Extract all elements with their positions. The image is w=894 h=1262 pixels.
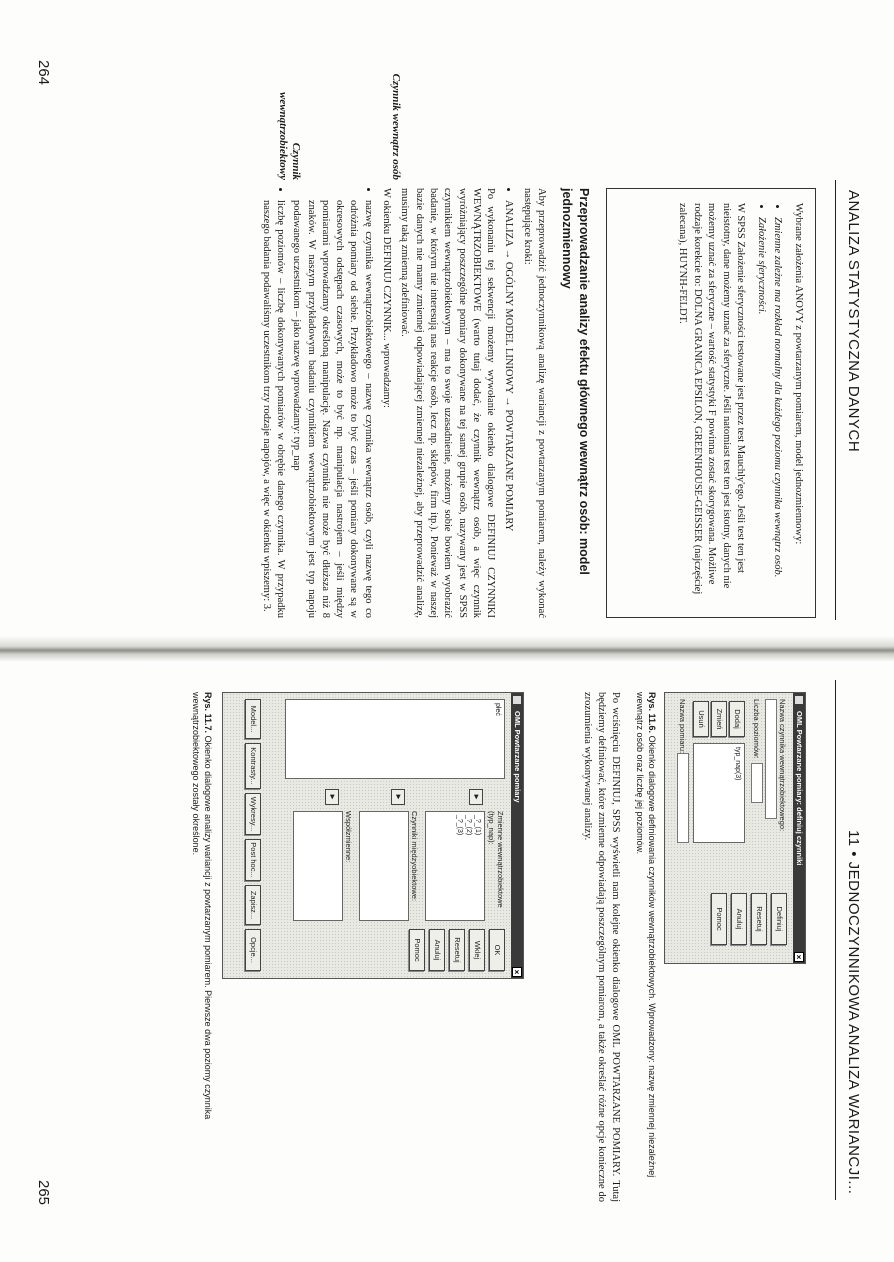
between-label: Czynniki międzyobiektowe: <box>410 811 419 902</box>
caption-number: Rys. 11.6. <box>647 692 657 734</box>
definition-list <box>258 188 374 618</box>
model-button[interactable]: Model... <box>245 699 261 739</box>
help-button[interactable]: Pomoc <box>711 893 727 945</box>
covariates-label: Współzmienne: <box>344 811 353 863</box>
move-right-arrow-icon[interactable]: ► <box>325 789 339 805</box>
app-icon <box>795 696 803 704</box>
definition-item: • nazwę czynnika wewnątrzobiektowego – nazwę czynnika wewnątrz osób, czyli nazwę tego co odróżnia pomiary od siebie. Przykładowo może to być czas – jeśli pomiary dokonywane są w okresowych odstępach czasowych, może to być np. manipulacja nastrojem – jeśli między pomiarami wprowadzamy określoną manipulację. Nazwa czynnika nie może być dłuższa niż 8 znaków. W naszym przykładowym badaniu czynnikiem wewnątrzobiektowym jest typ napoju podawanego uczestnikom – jako nazwę wprowadzamy: typ_nap <box>289 200 375 618</box>
help-button[interactable]: Pomoc <box>409 929 425 971</box>
levels-label: Liczba poziomów: <box>752 699 761 759</box>
define-factors-dialog <box>664 692 806 964</box>
save-button[interactable]: Zapisz... <box>245 885 261 925</box>
reset-button[interactable]: Resetuj <box>751 893 767 945</box>
move-right-arrow-icon[interactable]: ► <box>391 789 405 805</box>
app-icon <box>513 696 521 704</box>
running-head-left: ANALIZA STATYSTYCZNA DANYCH <box>845 190 862 453</box>
paste-button[interactable]: Wklej <box>469 929 485 971</box>
source-variable-list[interactable] <box>285 699 505 779</box>
caption-number: Rys. 11.7. <box>203 692 213 734</box>
contrasts-button[interactable]: Kontrasty... <box>245 743 261 789</box>
reset-button[interactable]: Resetuj <box>449 929 465 971</box>
section-heading: Przeprowadzanie analizy efektu głównego wewnątrz osób: model jednozmiennowy <box>560 188 591 575</box>
figure-caption <box>634 692 658 1202</box>
move-right-arrow-icon[interactable]: ► <box>469 789 483 805</box>
within-variables-list[interactable] <box>425 811 485 921</box>
post-hoc-button[interactable]: Post hoc... <box>245 839 261 881</box>
box-bullet: • Zmienne zależne ma rozkład normalny dla każdego poziomu czynnika wewnątrz osób. <box>770 217 785 603</box>
dialog-titlebar <box>511 693 523 978</box>
body-text-right: Po wciśnięciu DEFINIUJ, SPSS wyświetli nam kolejne okienko dialogowe OML POWTARZANE POMIARY. Tutaj będziemy definiować, które zmienne odpowiadają poszczególnym pomiarom, a także określać różne opcje konieczne do zrozumienia wykonywanej analizy. <box>582 692 621 1202</box>
book-gutter <box>0 636 894 662</box>
header-rule <box>835 180 836 620</box>
remove-button[interactable]: Usuń <box>693 701 709 737</box>
factor-name-label: Nazwa czynnika wewnątrzobiektowego: <box>778 699 787 832</box>
close-icon[interactable]: × <box>512 967 522 977</box>
step-item: • ANALIZA → OGÓLNY MODEL LINIOWY → POWTARZANE POMIARY <box>501 200 515 618</box>
page-number-left: 264 <box>35 60 52 86</box>
box-list <box>754 203 785 603</box>
cancel-button[interactable]: Anuluj <box>429 929 445 971</box>
change-button[interactable]: Zmień <box>711 701 727 737</box>
factor-name-input[interactable] <box>765 699 777 819</box>
close-icon[interactable]: × <box>794 952 804 962</box>
cancel-button[interactable]: Anuluj <box>731 893 747 945</box>
between-factors-list[interactable] <box>359 811 409 921</box>
source-item[interactable]: płeć <box>494 703 501 716</box>
margin-note: Czynnik wewnątrzobiektowy <box>277 91 302 180</box>
paragraph: W okienku DEFINIUJ CZYNNIK... wprowadzamy: <box>381 188 393 408</box>
assumptions-box <box>606 188 816 618</box>
dialog-titlebar <box>793 693 805 963</box>
header-rule <box>835 680 836 1200</box>
measure-label: Nazwa pomiaru: <box>678 699 687 754</box>
define-button[interactable]: Definiuj <box>771 893 787 945</box>
measure-input[interactable] <box>677 753 689 843</box>
steps-list <box>501 188 515 618</box>
page-number-right: 265 <box>35 1180 52 1206</box>
running-head-right: 11 • JEDNOCZYNNIKOWA ANALIZA WARIANCJI... <box>845 830 862 1195</box>
box-bullet: • Założenie sferyczności. <box>754 217 769 603</box>
definition-item: • liczbę poziomów – liczbę dokonywanych pomiarów w obrębie danego czynnika. W przypadku naszego badania podawaliśmy uczestnikom trzy rodzaje napojów, a więc w okienku wpiszemy: 3. <box>258 200 287 618</box>
dialog-title: OML Powtarzane pomiary: definiuj czynniki <box>795 711 804 866</box>
within-label: Zmienne wewnątrzobiektowe <box>496 811 505 908</box>
levels-input[interactable] <box>751 763 763 803</box>
plots-button[interactable]: Wykresy... <box>245 793 261 835</box>
paragraph: Aby przeprowadzić jednoczynnikową analizę wariancji z powtarzanym pomiarem, należy wykonać następujące kroki: <box>521 188 547 618</box>
repeated-measures-dialog <box>222 692 524 979</box>
box-intro: Wybrane założenia ANOVY z powtarzanym pomiarem, model jednozmiennowy: <box>793 203 804 545</box>
dialog-title: OML Powtarzane pomiary <box>513 711 522 803</box>
factor-list[interactable] <box>693 743 745 843</box>
within-item[interactable]: _?_(2) <box>465 815 472 836</box>
covariates-list[interactable] <box>293 811 343 921</box>
caption-text: Okienko dialogowe definiowania czynników wewnątrzobiektowych. Wprowadzony: nazwę zmiennej niezależnej wewnątrz osób oraz liczbę jej poziomów. <box>635 692 657 1178</box>
margin-note: Czynnik wewnątrz osób <box>390 73 402 180</box>
caption-text: Okienko dialogowe analizy wariancji z powtarzanym pomiarem. Pierwsze dwa poziomy czynnika wewnątrzobiektowego zostały określone. <box>191 692 213 1120</box>
within-item[interactable]: _?_(3) <box>456 815 463 836</box>
box-paragraph: W SPSS Założenie sferyczności testowane jest przez test Mauchly'ego. Jeśli test ten jest nieistotny, dane możemy uznać za sferyczne. Jeśli natomiast test ten jest istotny, danych nie możemy uznać za sferyczne – wartość statystyki F powinna zostać skorygowana. Możliwe rodzaje korekcie to: DOLNA GRANICA EPSILON, GREENHOUSE-GEISSER (najczęściej zalecana), HUYNH-FELDT. <box>677 203 747 595</box>
within-sub-label: (typ_nap): <box>487 811 496 845</box>
factor-list-item[interactable]: typ_nap(3) <box>734 747 741 781</box>
within-item[interactable]: _?_(1) <box>474 815 481 836</box>
paragraph: Po wykonaniu tej sekwencji możemy wywołanie okienko dialogowe DEFINIUJ CZYNNIKI WEWNĄTRZOBIEKTOWE (warto tutaj dodać, że czynnik wewnątrz osób, a więc czynnik wyróżniający poszczególne pomiary dokonywane na tej samej grupie osób, nazywany jest w SPSS czynnikiem wewnątrzobiektowym – ma to swoje uzasadnienie, możemy sobie bowiem wyobrazić badanie, w którym nie interesują nas reakcje osób, lecz np. sklepów, firm itp.). Ponieważ w naszej bazie danych nie mamy zmiennej odpowiadającej zmiennej niezależnej, aby przeprowadzić analizę, musimy taką zmienną zdefiniować. <box>399 188 497 618</box>
add-button[interactable]: Dodaj <box>729 701 745 737</box>
body-text-left <box>254 188 548 618</box>
figure-caption <box>190 692 214 1202</box>
options-button[interactable]: Opcje... <box>245 929 261 971</box>
ok-button[interactable]: OK <box>489 929 505 971</box>
